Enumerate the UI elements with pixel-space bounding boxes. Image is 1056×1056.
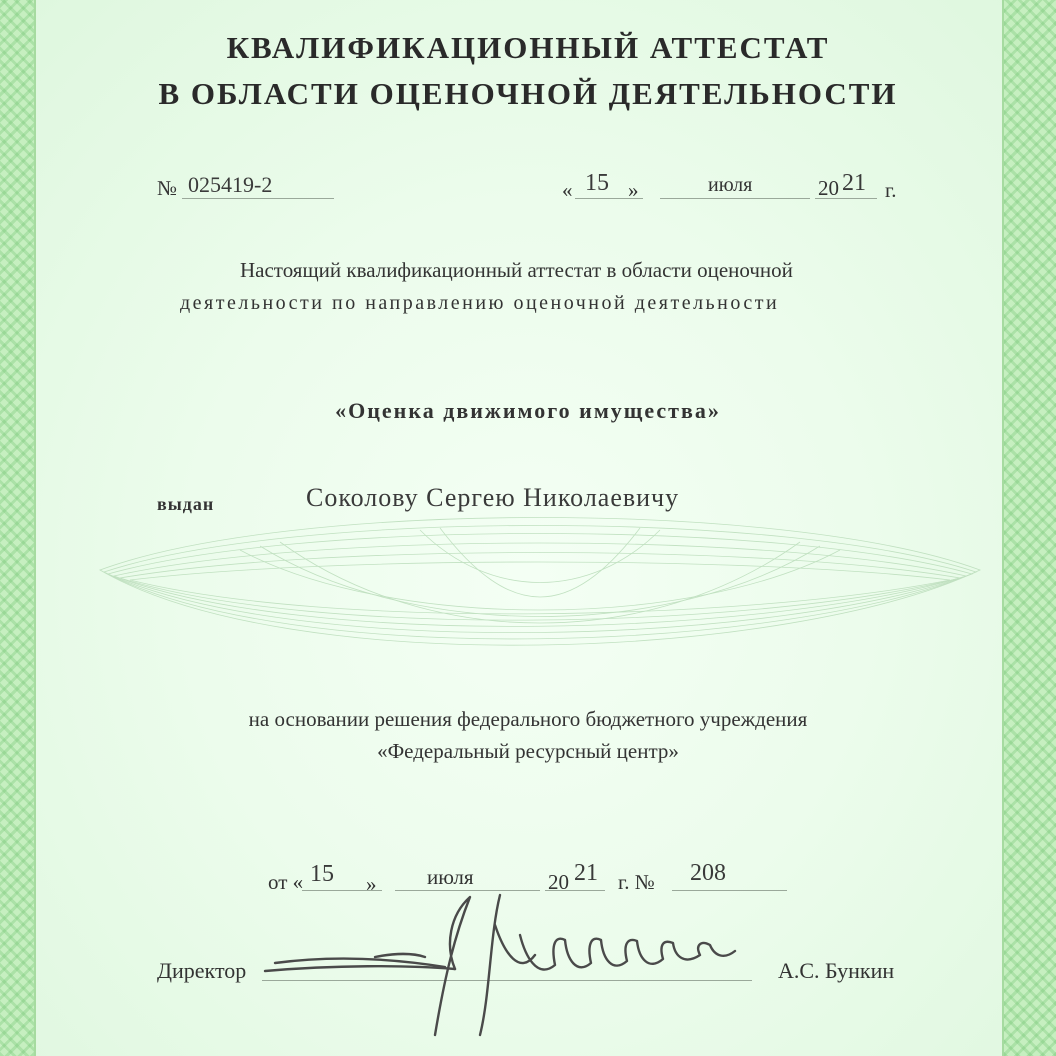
issue-day-quote-close: » xyxy=(628,178,639,202)
right-guilloche-border xyxy=(1002,0,1056,1056)
specialization: «Оценка движимого имущества» xyxy=(335,398,721,423)
basis-line1: на основании решения федерального бюджетного учреждения xyxy=(248,707,808,731)
issue-year-label: г. xyxy=(885,178,897,202)
decision-from-label: от « xyxy=(268,870,304,894)
issue-year-underline xyxy=(815,198,877,199)
decision-number-label: г. № xyxy=(618,870,655,894)
body-text-line2: деятельности по направлению оценочной деятельности xyxy=(180,292,780,314)
guilloche-ornament xyxy=(90,510,990,710)
issue-month-underline xyxy=(660,198,810,199)
issue-day: 15 xyxy=(585,170,609,196)
certificate-title-line1: КВАЛИФИКАЦИОННЫЙ АТТЕСТАТ xyxy=(226,30,830,65)
holder-name: Соколову Сергею Николаевичу xyxy=(306,483,680,512)
decision-year-suffix: 21 xyxy=(574,860,598,886)
certificate-number: 025419-2 xyxy=(188,172,273,197)
decision-day-quote-close: » xyxy=(366,872,377,896)
left-guilloche-border xyxy=(0,0,36,1056)
director-name: А.С. Бункин xyxy=(778,958,895,983)
issue-month: июля xyxy=(708,174,753,196)
basis-line2: «Федеральный ресурсный центр» xyxy=(377,739,679,763)
decision-year-prefix: 20 xyxy=(548,870,569,894)
issue-year-suffix: 21 xyxy=(842,170,866,196)
decision-day: 15 xyxy=(310,861,334,887)
director-signature xyxy=(255,885,775,1045)
issue-day-underline xyxy=(575,198,643,199)
decision-number: 208 xyxy=(690,860,726,886)
number-underline xyxy=(182,198,334,199)
issued-label: выдан xyxy=(157,494,215,514)
director-label: Директор xyxy=(157,958,247,983)
issue-day-quote-open: « xyxy=(562,178,573,202)
certificate-title-line2: В ОБЛАСТИ ОЦЕНОЧНОЙ ДЕЯТЕЛЬНОСТИ xyxy=(158,76,898,111)
body-text-line1: Настоящий квалификационный аттестат в области оценочной xyxy=(240,258,793,282)
decision-month: июля xyxy=(427,865,474,889)
number-label: № xyxy=(157,176,178,200)
issue-year-prefix: 20 xyxy=(818,176,839,200)
